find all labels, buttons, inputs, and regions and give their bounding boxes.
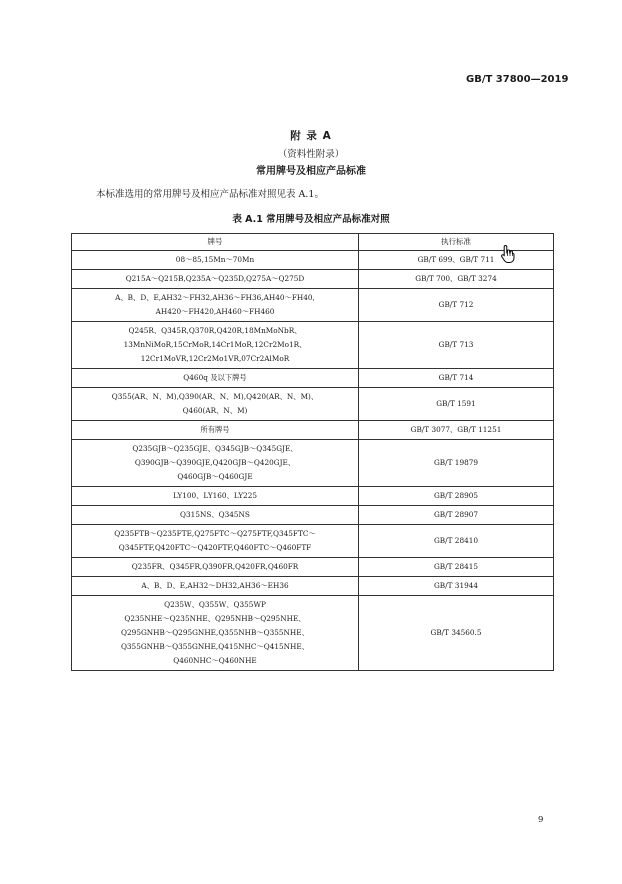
standard-cell: GB/T 714 <box>359 369 554 388</box>
grade-line: Q235FTB～Q235FTE,Q275FTC～Q275FTF,Q345FTC～ <box>114 529 316 538</box>
grade-cell <box>72 596 359 671</box>
grade-line: Q345FTF,Q420FTC～Q420FTF,Q460FTC～Q460FTF <box>118 543 312 552</box>
standard-cell: GB/T 28905 <box>359 487 554 506</box>
grade-line: A、B、D、E,AH32～FH32,AH36～FH36,AH40～FH40, <box>115 293 315 302</box>
grade-cell <box>72 270 359 289</box>
grade-cell <box>72 506 359 525</box>
grade-cell <box>72 440 359 487</box>
standard-cell: GB/T 1591 <box>359 388 554 421</box>
grade-cell <box>72 289 359 322</box>
grade-cell <box>72 487 359 506</box>
grade-line: 12Cr1MoVR,12Cr2Mo1VR,07Cr2AlMoR <box>140 354 290 363</box>
standard-cell: GB/T 700、GB/T 3274 <box>359 270 554 289</box>
grade-line: Q245R、Q345R,Q370R,Q420R,18MnMoNbR、 <box>128 326 302 335</box>
appendix-subtitle: 常用牌号及相应产品标准 <box>256 166 366 177</box>
grade-line: AH420～FH420,AH460～FH460 <box>155 307 275 316</box>
appendix-note: （资料性附录） <box>277 149 345 160</box>
document-code: GB/T 37800—2019 <box>466 74 569 85</box>
grade-line: Q295GNHB～Q295GNHE,Q355NHB～Q355NHE、 <box>121 628 309 637</box>
grade-line: 08～85,15Mn～70Mn <box>175 255 255 264</box>
standard-cell: GB/T 19879 <box>359 440 554 487</box>
standard-cell: GB/T 3077、GB/T 11251 <box>359 421 554 440</box>
table-header-row <box>72 234 554 251</box>
standard-cell: GB/T 28907 <box>359 506 554 525</box>
grade-line: Q460NHC～Q460NHE <box>173 656 257 665</box>
grade-cell <box>72 369 359 388</box>
grade-line: Q460GJB～Q460GJE <box>177 472 253 481</box>
grade-cell <box>72 525 359 558</box>
standard-cell: GB/T 699、GB/T 711 <box>359 251 554 270</box>
standard-cell: GB/T 28410 <box>359 525 554 558</box>
table-row <box>72 322 554 369</box>
standard-cell: GB/T 28415 <box>359 558 554 577</box>
table-row <box>72 577 554 596</box>
appendix-title: 附 录 A <box>290 130 332 142</box>
table-row <box>72 251 554 270</box>
grade-line: Q235GJB～Q235GJE、Q345GJB～Q345GJE、 <box>132 444 298 453</box>
grade-line: Q235NHE～Q235NHE、Q295NHB～Q295NHE、 <box>124 614 306 623</box>
table-caption: 表 A.1 常用牌号及相应产品标准对照 <box>232 214 390 225</box>
grade-cell <box>72 322 359 369</box>
intro-paragraph: 本标准选用的常用牌号及相应产品标准对照见表 A.1。 <box>96 189 324 200</box>
table-row <box>72 289 554 322</box>
table-row <box>72 270 554 289</box>
table-row <box>72 421 554 440</box>
table-row <box>72 506 554 525</box>
table-row <box>72 596 554 671</box>
grade-line: Q355GNHB～Q355GNHE,Q415NHC～Q415NHE、 <box>120 642 310 651</box>
grade-cell <box>72 251 359 270</box>
grade-cell <box>72 577 359 596</box>
grade-line: 所有牌号 <box>200 425 230 434</box>
table-row <box>72 369 554 388</box>
grade-line: Q460(AR、N、M) <box>182 406 248 415</box>
header-standard: 执行标准 <box>359 234 554 251</box>
table-row <box>72 440 554 487</box>
grade-line: Q215A～Q215B,Q235A～Q235D,Q275A～Q275D <box>125 274 305 283</box>
hand-pointer-icon <box>500 244 516 264</box>
grade-cell <box>72 558 359 577</box>
table-row <box>72 487 554 506</box>
grade-line: Q390GJB～Q390GJE,Q420GJB～Q420GJE、 <box>134 458 296 467</box>
grade-line: 13MnNiMoR,15CrMoR,14Cr1MoR,12Cr2Mo1R、 <box>123 340 307 349</box>
table-body <box>72 251 554 671</box>
grade-cell <box>72 421 359 440</box>
grade-line: Q460q 及以下牌号 <box>183 373 247 382</box>
grade-line: Q235FR、Q345FR,Q390FR,Q420FR,Q460FR <box>131 562 299 571</box>
standard-cell: GB/T 31944 <box>359 577 554 596</box>
standard-cell: GB/T 713 <box>359 322 554 369</box>
grade-line: LY100、LY160、LY225 <box>173 491 257 500</box>
grade-line: Q235W、Q355W、Q355WP <box>164 600 266 609</box>
grade-line: Q355(AR、N、M),Q390(AR、N、M),Q420(AR、N、M)、 <box>111 392 319 401</box>
grade-standard-table <box>71 233 554 671</box>
page-number: 9 <box>538 815 544 825</box>
standard-cell: GB/T 34560.5 <box>359 596 554 671</box>
table-row <box>72 525 554 558</box>
grade-line: Q315NS、Q345NS <box>180 510 250 519</box>
grade-cell <box>72 388 359 421</box>
standard-cell: GB/T 712 <box>359 289 554 322</box>
grade-line: A、B、D、E,AH32～DH32,AH36～EH36 <box>141 581 289 590</box>
table-row <box>72 558 554 577</box>
table-row <box>72 388 554 421</box>
header-grade: 牌号 <box>72 234 359 251</box>
